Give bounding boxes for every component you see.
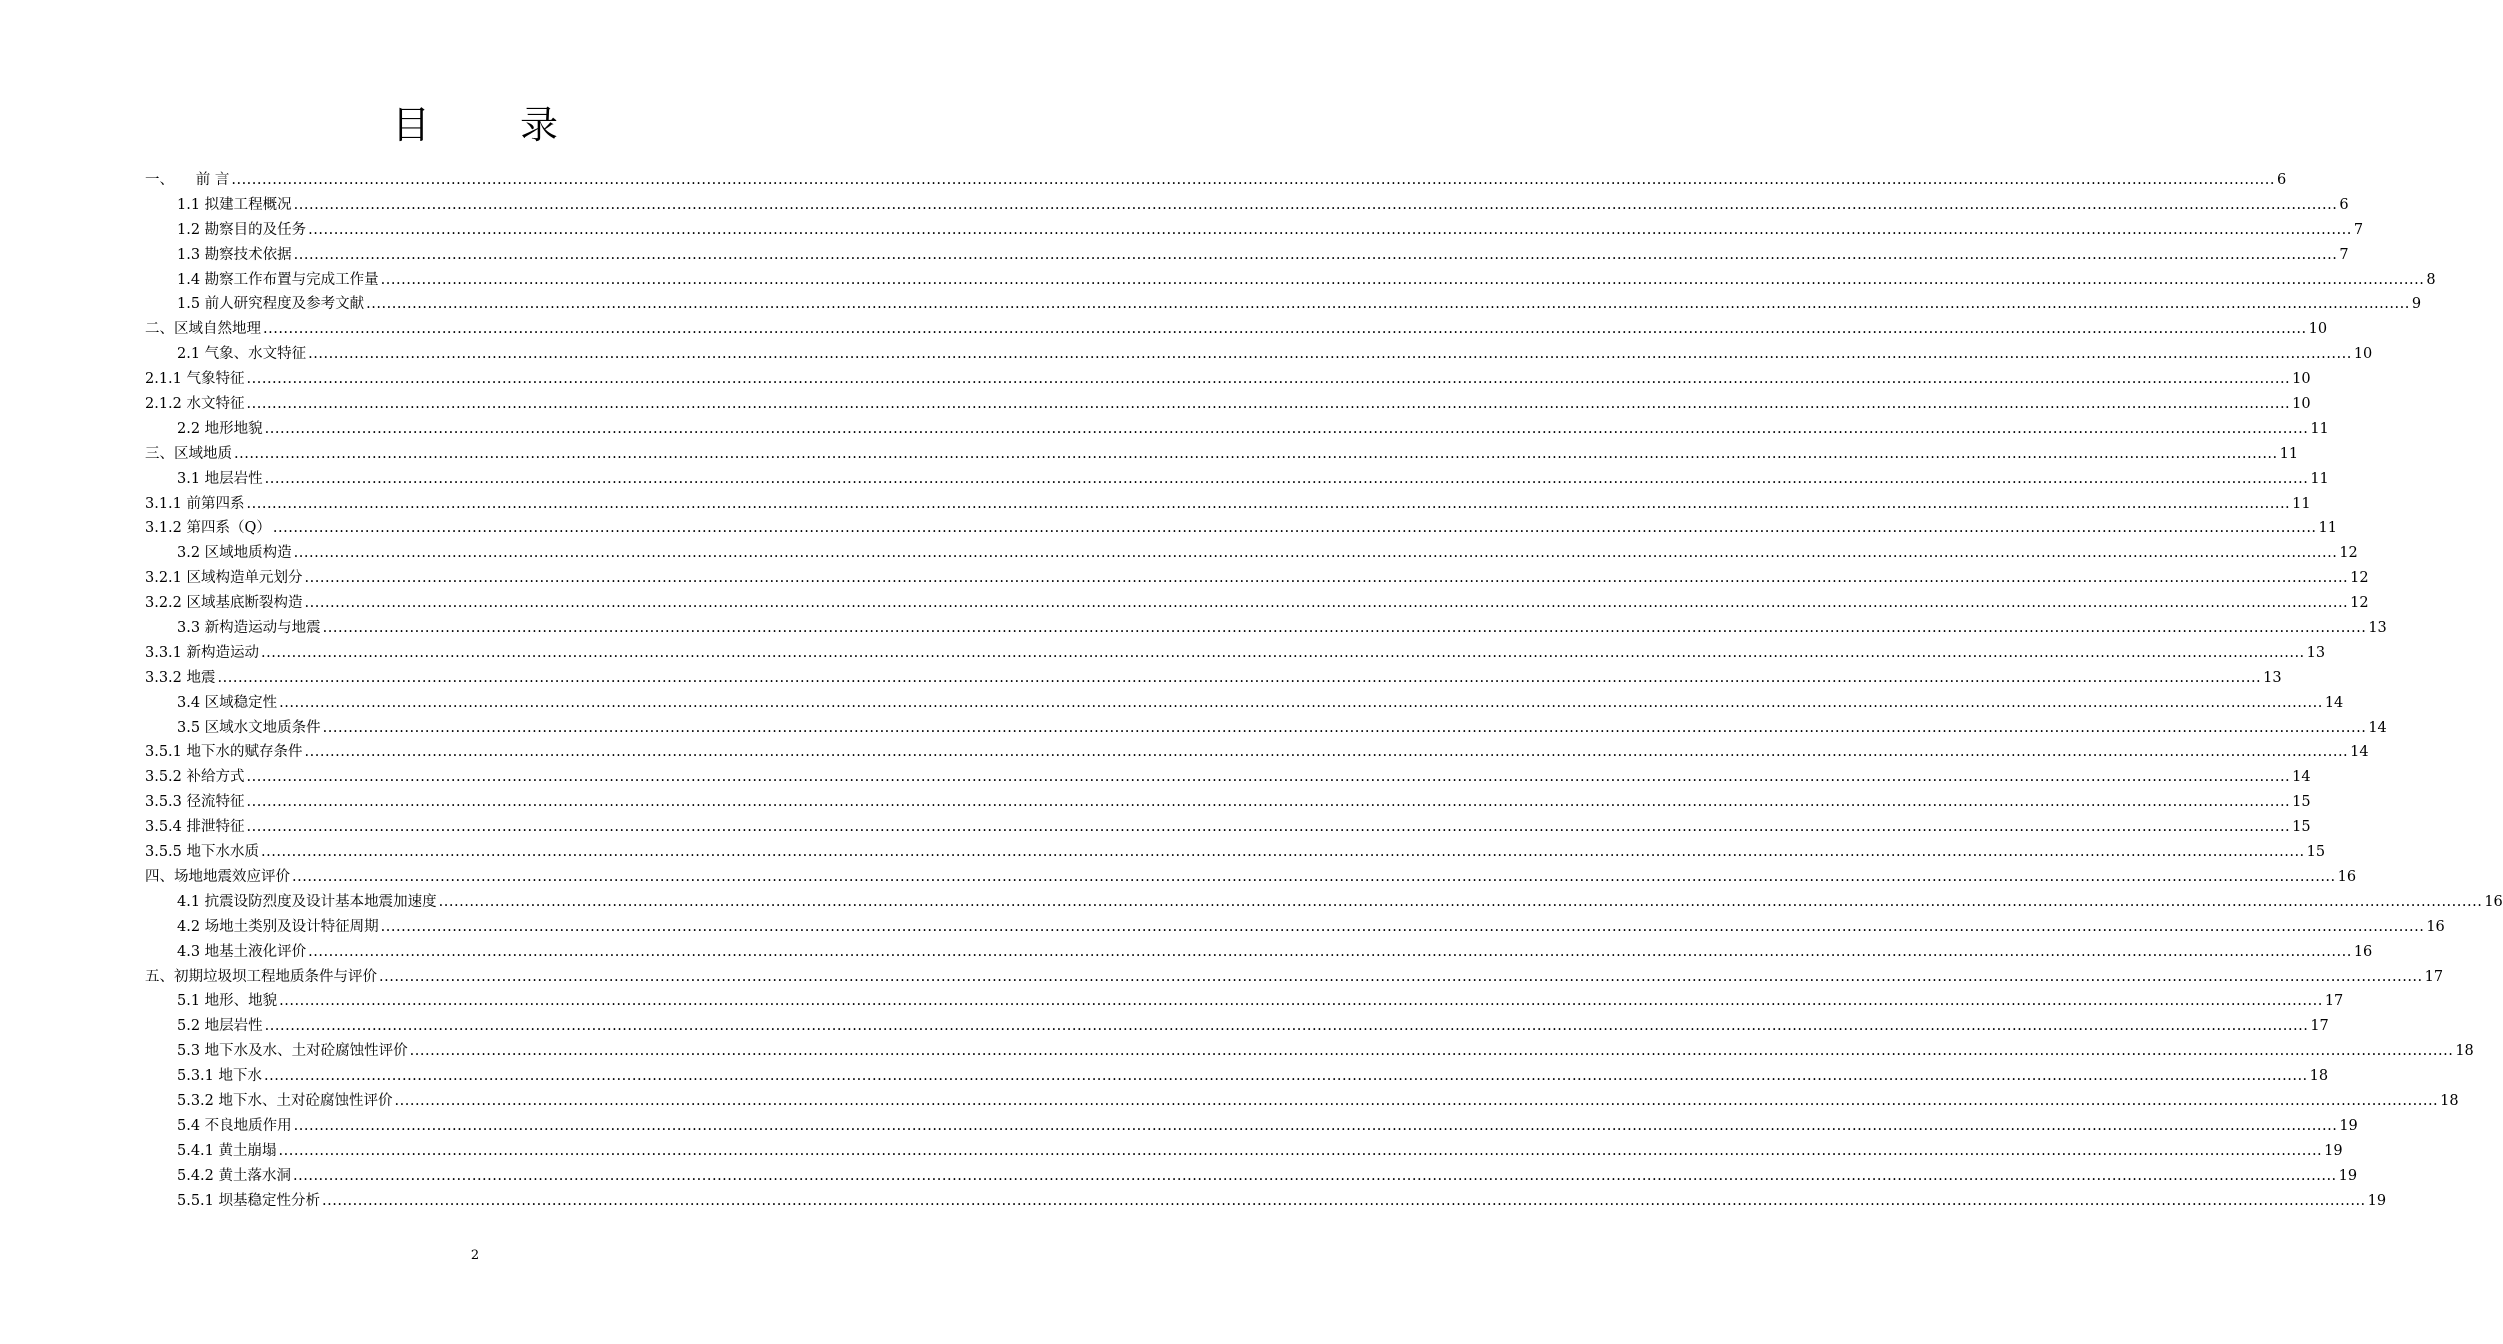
toc-entry-page: 8 — [2426, 271, 2436, 288]
toc-dot-leader: ................................................................................................................................................................................................................................................................................................................................................................................................................ — [246, 769, 2291, 786]
toc-entry-label: 5.4 不良地质作用 — [177, 1117, 292, 1134]
toc-entry-label: 4.2 场地土类别及设计特征周期 — [177, 918, 379, 935]
toc-entry[interactable] — [145, 1164, 2358, 1189]
toc-entry-page: 17 — [2424, 968, 2444, 985]
toc-entry-label: 3.1.2 第四系（Q） — [145, 520, 271, 537]
toc-dot-leader: ................................................................................................................................................................................................................................................................................................................................................................................................................ — [322, 620, 2367, 637]
toc-dot-leader: ................................................................................................................................................................................................................................................................................................................................................................................................................ — [293, 246, 2338, 263]
toc-dot-leader: ................................................................................................................................................................................................................................................................................................................................................................................................................ — [246, 396, 2291, 413]
toc-dot-leader: ................................................................................................................................................................................................................................................................................................................................................................................................................ — [278, 1142, 2323, 1159]
toc-entry-page: 11 — [2310, 470, 2329, 487]
toc-entry-label: 五、初期垃圾坝工程地质条件与评价 — [145, 968, 377, 985]
toc-entry-label: 3.2.2 区域基底断裂构造 — [145, 595, 303, 612]
toc-entry-label: 3.3 新构造运动与地震 — [177, 620, 321, 637]
toc-dot-leader: ................................................................................................................................................................................................................................................................................................................................................................................................................ — [438, 893, 2483, 910]
toc-entry-page: 11 — [2310, 420, 2329, 437]
toc-dot-leader: ................................................................................................................................................................................................................................................................................................................................................................................................................ — [272, 520, 2317, 537]
toc-entry-page: 15 — [2306, 844, 2326, 861]
toc-entry-page: 11 — [2318, 520, 2337, 537]
toc-entry-label: 3.3.2 地震 — [145, 669, 216, 686]
toc-entry[interactable] — [145, 740, 2369, 765]
toc-entry-page: 17 — [2324, 993, 2344, 1010]
toc-dot-leader: ................................................................................................................................................................................................................................................................................................................................................................................................................ — [380, 271, 2425, 288]
toc-entry-label: 4.1 抗震设防烈度及设计基本地震加速度 — [177, 893, 437, 910]
toc-entry[interactable] — [145, 641, 2326, 666]
toc-dot-leader: ................................................................................................................................................................................................................................................................................................................................................................................................................ — [308, 346, 2352, 363]
toc-dot-leader: ................................................................................................................................................................................................................................................................................................................................................................................................................ — [293, 1117, 2338, 1134]
toc-entry-label: 3.3.1 新构造运动 — [145, 644, 260, 661]
toc-entry[interactable] — [145, 442, 2299, 467]
toc-entry-label: 5.3.1 地下水 — [177, 1068, 263, 1085]
toc-entry[interactable] — [145, 691, 2344, 716]
toc-entry-page: 14 — [2350, 744, 2369, 761]
page-number: 2 — [470, 1248, 480, 1263]
toc-dot-leader: ................................................................................................................................................................................................................................................................................................................................................................................................................ — [246, 495, 2291, 512]
toc-entry-label: 3.4 区域稳定性 — [177, 694, 278, 711]
toc-entry-label: 二、区域自然地理 — [145, 321, 261, 338]
toc-entry-page: 18 — [2455, 1043, 2474, 1060]
toc-dot-leader: ................................................................................................................................................................................................................................................................................................................................................................................................................ — [261, 844, 2305, 861]
toc-entry-page: 6 — [2339, 196, 2349, 213]
toc-entry-label: 3.5.5 地下水水质 — [145, 844, 260, 861]
toc-entry-label: 5.3 地下水及水、土对砼腐蚀性评价 — [177, 1043, 408, 1060]
toc-dot-leader: ................................................................................................................................................................................................................................................................................................................................................................................................................ — [261, 644, 2305, 661]
toc-entry-page: 15 — [2292, 794, 2311, 811]
toc-entry[interactable] — [145, 815, 2311, 840]
toc-dot-leader: ................................................................................................................................................................................................................................................................................................................................................................................................................ — [264, 1018, 2309, 1035]
toc-dot-leader: ................................................................................................................................................................................................................................................................................................................................................................................................................ — [380, 918, 2425, 935]
toc-entry-page: 13 — [2263, 669, 2282, 686]
toc-dot-leader: ................................................................................................................................................................................................................................................................................................................................................................................................................ — [394, 1092, 2439, 1109]
toc-entry[interactable] — [145, 492, 2311, 517]
toc-dot-leader: ................................................................................................................................................................................................................................................................................................................................................................................................................ — [308, 221, 2352, 238]
toc-entry-page: 19 — [2367, 1192, 2387, 1209]
toc-entry[interactable] — [145, 1089, 2459, 1114]
toc-entry[interactable] — [145, 840, 2326, 865]
toc-dot-leader: ................................................................................................................................................................................................................................................................................................................................................................................................................ — [293, 545, 2338, 562]
toc-entry-label: 3.2 区域地质构造 — [177, 545, 292, 562]
toc-dot-leader: ................................................................................................................................................................................................................................................................................................................................................................................................................ — [308, 943, 2352, 960]
toc-entry[interactable] — [145, 865, 2357, 890]
toc-entry-page: 7 — [2353, 221, 2364, 238]
toc-dot-leader: ................................................................................................................................................................................................................................................................................................................................................................................................................ — [409, 1043, 2454, 1060]
toc-dot-leader: ................................................................................................................................................................................................................................................................................................................................................................................................................ — [379, 968, 2423, 985]
toc-entry-page: 16 — [2353, 943, 2373, 960]
title-char-1: 目 — [391, 103, 430, 147]
toc-entry-label: 1.4 勘察工作布置与完成工作量 — [177, 271, 379, 288]
toc-entry-page: 18 — [2309, 1068, 2329, 1085]
toc-entry[interactable] — [145, 1039, 2474, 1064]
toc-entry-label: 3.1 地层岩性 — [177, 470, 263, 487]
toc-entry[interactable] — [145, 790, 2311, 815]
toc-entry-label: 3.5.3 径流特征 — [145, 794, 245, 811]
toc-entry[interactable] — [145, 666, 2282, 691]
toc-entry-label: 5.2 地层岩性 — [177, 1018, 263, 1035]
toc-dot-leader: ................................................................................................................................................................................................................................................................................................................................................................................................................ — [246, 819, 2291, 836]
toc-entry[interactable] — [145, 965, 2444, 990]
toc-entry[interactable] — [145, 591, 2369, 616]
title-char-2: 录 — [520, 103, 559, 147]
toc-dot-leader: ................................................................................................................................................................................................................................................................................................................................................................................................................ — [264, 470, 2309, 487]
page-title — [0, 100, 950, 150]
toc-dot-leader: ................................................................................................................................................................................................................................................................................................................................................................................................................ — [263, 321, 2307, 338]
toc-entry-label: 2.1.2 水文特征 — [145, 396, 245, 413]
toc-dot-leader: ................................................................................................................................................................................................................................................................................................................................................................................................................ — [322, 1192, 2366, 1209]
toc-entry-label: 3.1.1 前第四系 — [145, 495, 245, 512]
toc-entry[interactable] — [145, 417, 2329, 442]
toc-dot-leader: ................................................................................................................................................................................................................................................................................................................................................................................................................ — [264, 420, 2309, 437]
toc-entry-page: 16 — [2484, 893, 2503, 910]
toc-entry-page: 16 — [2337, 868, 2357, 885]
toc-entry-page: 19 — [2324, 1142, 2343, 1159]
toc-entry[interactable] — [145, 940, 2373, 965]
toc-entry[interactable] — [145, 616, 2387, 641]
toc-dot-leader: ................................................................................................................................................................................................................................................................................................................................................................................................................ — [279, 993, 2323, 1010]
toc-entry[interactable] — [145, 467, 2329, 492]
toc-entry-page: 19 — [2338, 1167, 2358, 1184]
toc-entry[interactable] — [145, 716, 2387, 741]
toc-entry[interactable] — [145, 1139, 2343, 1164]
toc-entry-label: 1.3 勘察技术依据 — [177, 246, 292, 263]
toc-entry[interactable] — [145, 168, 2287, 193]
toc-entry-label: 3.5.4 排泄特征 — [145, 819, 245, 836]
toc-entry-label: 1.1 拟建工程概况 — [177, 196, 292, 213]
toc-dot-leader: ................................................................................................................................................................................................................................................................................................................................................................................................................ — [231, 172, 2276, 188]
toc-dot-leader: ................................................................................................................................................................................................................................................................................................................................................................................................................ — [246, 371, 2291, 388]
toc-entry[interactable] — [145, 292, 2422, 317]
toc-entry[interactable] — [145, 193, 2349, 218]
toc-entry[interactable] — [145, 541, 2358, 566]
toc-dot-leader: ................................................................................................................................................................................................................................................................................................................................................................................................................ — [279, 694, 2323, 711]
toc-entry-label: 3.5.2 补给方式 — [145, 769, 245, 786]
toc-entry[interactable] — [145, 1114, 2358, 1139]
toc-entry-label: 5.5.1 坝基稳定性分析 — [177, 1192, 321, 1209]
toc-entry-page: 9 — [2411, 296, 2422, 313]
toc-entry-page: 13 — [2306, 644, 2326, 661]
toc-entry-page: 13 — [2368, 620, 2387, 637]
toc-entry[interactable] — [145, 218, 2364, 243]
toc-entry[interactable] — [145, 243, 2349, 268]
toc-entry-label: 1.5 前人研究程度及参考文献 — [177, 296, 365, 313]
toc-entry-page: 12 — [2350, 595, 2369, 612]
toc-entry[interactable] — [145, 317, 2328, 342]
toc-entry-page: 18 — [2440, 1092, 2459, 1109]
toc-entry-label: 2.1.1 气象特征 — [145, 371, 245, 388]
toc-dot-leader: ................................................................................................................................................................................................................................................................................................................................................................................................................ — [322, 719, 2367, 736]
toc-entry-page: 12 — [2350, 570, 2369, 587]
toc-entry-page: 10 — [2353, 346, 2373, 363]
toc-entry[interactable] — [145, 890, 2503, 915]
toc-entry-page: 6 — [2277, 172, 2287, 188]
toc-entry[interactable] — [145, 1064, 2329, 1089]
toc-entry-page: 10 — [2292, 396, 2311, 413]
toc-dot-leader: ................................................................................................................................................................................................................................................................................................................................................................................................................ — [264, 1068, 2308, 1085]
toc-entry-page: 11 — [2292, 495, 2311, 512]
toc-entry-page: 16 — [2426, 918, 2445, 935]
toc-dot-leader: ................................................................................................................................................................................................................................................................................................................................................................................................................ — [234, 445, 2278, 462]
toc-entry-label: 一、 前 言 — [145, 172, 230, 188]
toc-entry-label: 3.2.1 区域构造单元划分 — [145, 570, 303, 587]
toc-entry-page: 10 — [2292, 371, 2311, 388]
toc-dot-leader: ................................................................................................................................................................................................................................................................................................................................................................................................................ — [304, 570, 2349, 587]
toc-entry[interactable] — [145, 367, 2311, 392]
toc-entry[interactable] — [145, 566, 2369, 591]
toc-entry[interactable] — [145, 268, 2436, 293]
toc-dot-leader: ................................................................................................................................................................................................................................................................................................................................................................................................................ — [293, 196, 2338, 213]
toc-entry[interactable] — [145, 1014, 2329, 1039]
toc-entry[interactable] — [145, 516, 2337, 541]
toc-entry-label: 4.3 地基土液化评价 — [177, 943, 307, 960]
toc-dot-leader: ................................................................................................................................................................................................................................................................................................................................................................................................................ — [366, 296, 2410, 313]
toc-entry[interactable] — [145, 915, 2445, 940]
toc-dot-leader: ................................................................................................................................................................................................................................................................................................................................................................................................................ — [292, 868, 2336, 885]
toc-entry-page: 7 — [2339, 246, 2349, 263]
toc-dot-leader: ................................................................................................................................................................................................................................................................................................................................................................................................................ — [246, 794, 2291, 811]
toc-entry-label: 三、区域地质 — [145, 445, 232, 462]
toc-entry-page: 11 — [2279, 445, 2299, 462]
toc-dot-leader: ................................................................................................................................................................................................................................................................................................................................................................................................................ — [304, 595, 2349, 612]
toc-entry[interactable] — [145, 989, 2344, 1014]
toc-entry[interactable] — [145, 342, 2373, 367]
toc-entry-page: 15 — [2292, 819, 2311, 836]
toc-dot-leader: ................................................................................................................................................................................................................................................................................................................................................................................................................ — [293, 1167, 2337, 1184]
toc-entry-page: 10 — [2308, 321, 2328, 338]
toc-entry-page: 17 — [2310, 1018, 2329, 1035]
toc-entry-label: 四、场地地震效应评价 — [145, 868, 290, 885]
toc-entry-label: 2.1 气象、水文特征 — [177, 346, 307, 363]
toc-dot-leader: ................................................................................................................................................................................................................................................................................................................................................................................................................ — [304, 744, 2349, 761]
toc-entry-label: 1.2 勘察目的及任务 — [177, 221, 307, 238]
toc-entry-page: 14 — [2292, 769, 2311, 786]
toc-entry-label: 5.1 地形、地貌 — [177, 993, 278, 1010]
toc-entry-label: 5.3.2 地下水、土对砼腐蚀性评价 — [177, 1092, 393, 1109]
toc-entry[interactable] — [145, 1189, 2387, 1214]
toc-entry[interactable] — [145, 765, 2311, 790]
table-of-contents — [145, 168, 2503, 1213]
toc-entry-page: 14 — [2324, 694, 2344, 711]
toc-entry-label: 5.4.1 黄土崩塌 — [177, 1142, 277, 1159]
toc-entry-label: 3.5.1 地下水的赋存条件 — [145, 744, 303, 761]
toc-entry-label: 3.5 区域水文地质条件 — [177, 719, 321, 736]
toc-entry-page: 14 — [2368, 719, 2387, 736]
toc-entry-label: 5.4.2 黄土落水洞 — [177, 1167, 292, 1184]
toc-entry-label: 2.2 地形地貌 — [177, 420, 263, 437]
toc-entry-page: 19 — [2339, 1117, 2358, 1134]
toc-entry[interactable] — [145, 392, 2311, 417]
toc-entry-page: 12 — [2339, 545, 2358, 562]
toc-dot-leader: ................................................................................................................................................................................................................................................................................................................................................................................................................ — [217, 669, 2262, 686]
